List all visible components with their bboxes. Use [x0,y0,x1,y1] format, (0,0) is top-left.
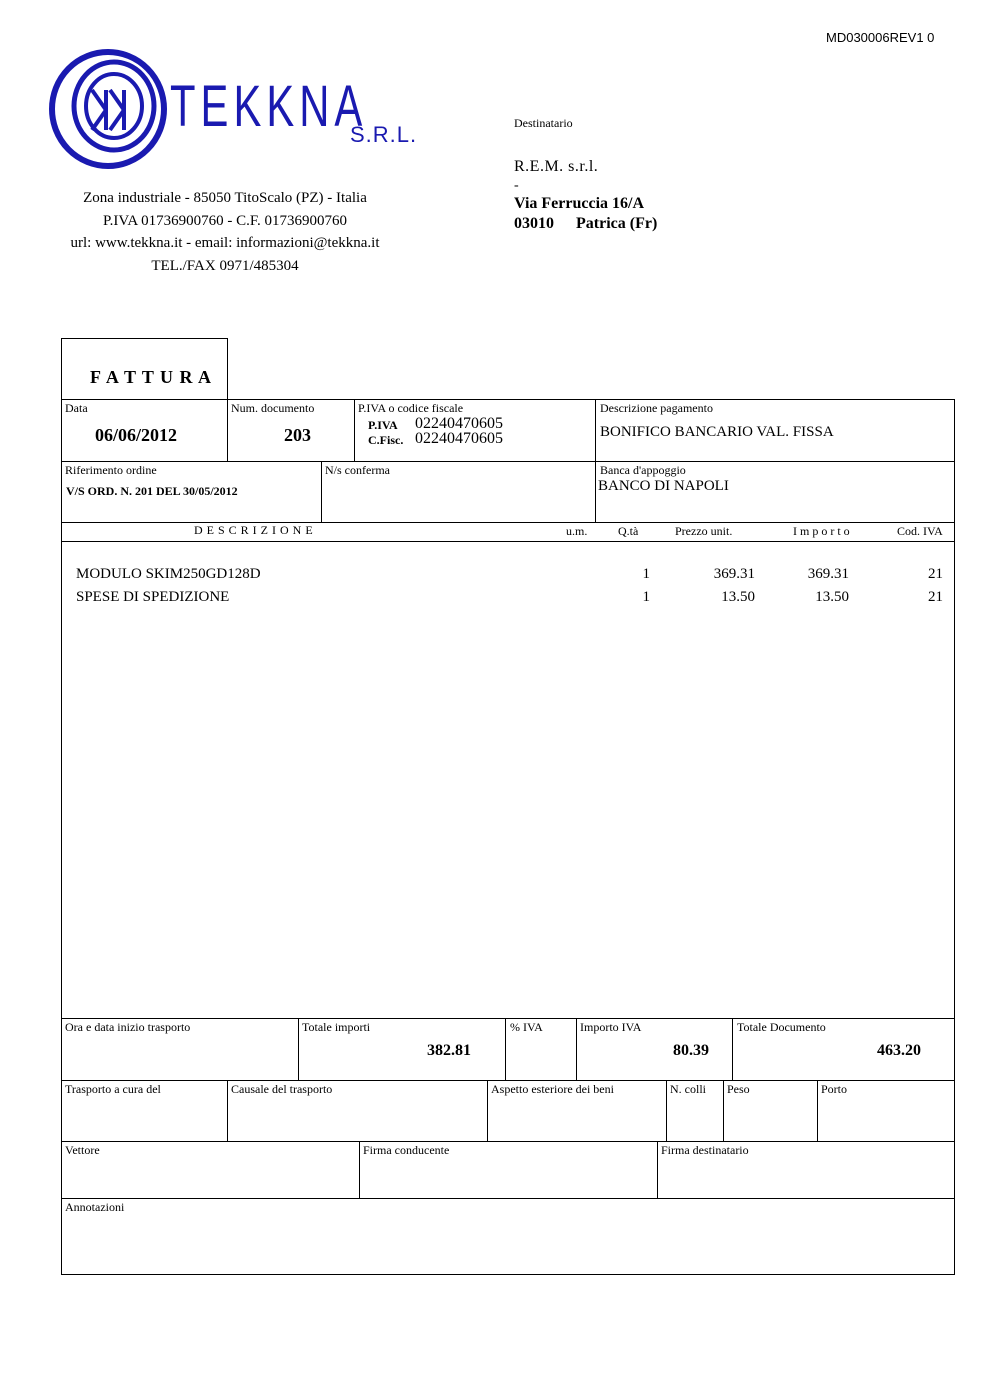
col-unit: u.m. [566,524,588,538]
recipient-street: Via Ferruccia 16/A [514,195,645,212]
company-info [50,187,400,277]
transport-start-label: Ora e data inizio trasporto [65,1020,191,1034]
carriage-label: Porto [821,1082,848,1096]
item-row-2-desc: SPESE DI SPEDIZIONE [76,589,230,605]
vat-amount-value: 80.39 [673,1042,709,1059]
col-unit-price: Prezzo unit. [675,524,733,538]
date-value: 06/06/2012 [95,425,178,445]
doc-number-label: Num. documento [231,401,315,415]
document-type: F A T T U R A [90,367,213,387]
driver-signature-label: Firma conducente [363,1143,450,1157]
recipient-zip: 03010 [514,215,554,232]
recipient-signature-label: Firma destinatario [661,1143,749,1157]
company-suffix: S.R.L. [350,122,418,147]
weight-label: Peso [727,1082,750,1096]
fiscal-code-value: 02240470605 [415,430,503,447]
item-row-1-amount: 369.31 [807,566,849,582]
bank-value: BANCO DI NAPOLI [598,478,729,494]
item-row-2-vat: 21 [928,589,943,605]
item-row-2-qty: 1 [642,589,650,605]
total-amounts-value: 382.81 [427,1042,471,1059]
fiscal-code-tag: C.Fisc. [368,433,404,447]
vat-tag: P.IVA [368,418,398,432]
document-total-label: Totale Documento [737,1020,826,1034]
company-name: TEKKNA [170,74,368,139]
vat-label: P.IVA o codice fiscale [358,401,464,415]
total-amounts-label: Totale importi [302,1020,371,1034]
order-ref-label: Riferimento ordine [65,463,157,477]
item-row-1-price: 369.31 [713,566,755,582]
vat-percent-label: % IVA [510,1020,543,1034]
item-row-2-amount: 13.50 [815,589,849,605]
company-web: url: www.tekkna.it - email: informazioni@tekkna.it [70,235,380,251]
item-row-1-desc: MODULO SKIM250GD128D [76,566,261,582]
recipient-city-line [514,215,657,233]
transport-reason-label: Causale del trasporto [231,1082,333,1096]
carrier-label: Vettore [65,1143,100,1157]
transport-by-label: Trasporto a cura del [65,1082,161,1096]
recipient-line2: - [514,178,519,193]
bank-label: Banca d'appoggio [600,463,686,477]
goods-appearance-label: Aspetto esteriore dei beni [491,1082,614,1096]
payment-label: Descrizione pagamento [600,401,713,415]
vat-value: 02240470605 [415,415,503,432]
payment-value: BONIFICO BANCARIO VAL. FISSA [600,424,834,440]
order-ref-value: V/S ORD. N. 201 DEL 30/05/2012 [66,484,238,498]
col-vat-code: Cod. IVA [897,524,943,538]
packages-label: N. colli [670,1082,706,1096]
recipient-city: Patrica (Fr) [576,215,658,232]
company-tax: P.IVA 01736900760 - C.F. 01736900760 [103,212,347,229]
vat-amount-label: Importo IVA [580,1020,642,1034]
company-address: Zona industriale - 85050 TitoScalo (PZ) - Italia [83,190,367,206]
col-amount: I m p o r t o [793,524,850,538]
notes-label: Annotazioni [65,1200,125,1214]
recipient-name: R.E.M. s.r.l. [514,158,599,175]
doc-number-value: 203 [284,425,311,445]
confirmation-label: N/s conferma [325,463,390,477]
company-logo [48,46,428,176]
recipient-label: Destinatario [514,116,573,130]
item-row-2-price: 13.50 [721,589,755,605]
document-code: MD030006REV1 0 [826,30,935,45]
company-phone: TEL./FAX 0971/485304 [151,257,299,274]
col-description: D E S C R I Z I O N E [194,523,314,537]
col-quantity: Q.tà [618,524,639,538]
date-label: Data [65,401,88,415]
item-row-1-vat: 21 [928,566,943,582]
document-total-value: 463.20 [877,1042,921,1059]
item-row-1-qty: 1 [642,566,650,582]
